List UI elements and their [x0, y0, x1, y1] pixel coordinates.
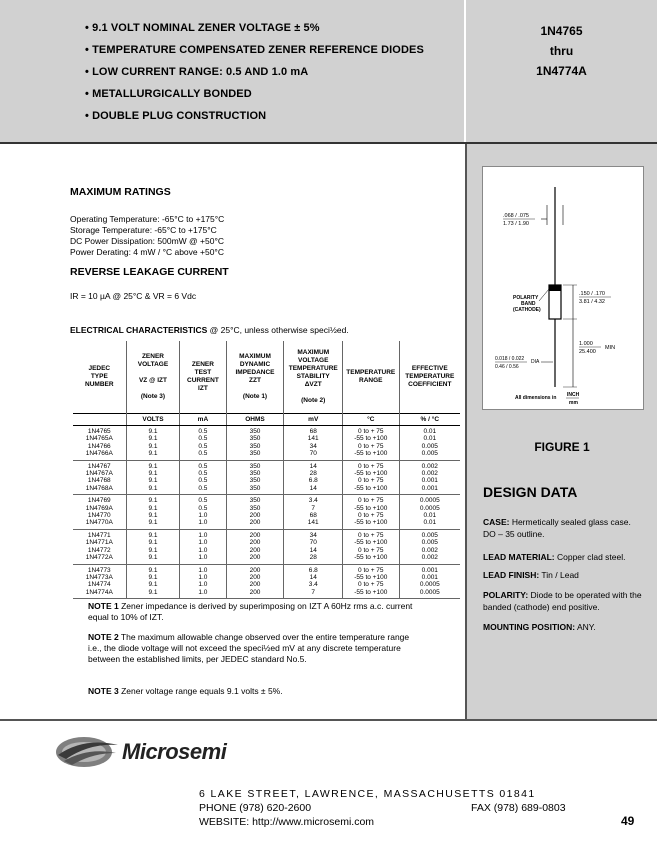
microsemi-logo-icon — [54, 733, 124, 771]
footer-phone: PHONE (978) 620-2600 — [199, 802, 312, 814]
design-item-case: CASE: Hermetically sealed glass case. DO – 35 outline. — [483, 517, 631, 539]
table-cell: 200 200 200 200 — [226, 564, 284, 599]
footer-website[interactable]: WEBSITE: http://www.microsemi.com — [199, 816, 375, 828]
table-row-group — [73, 495, 460, 530]
table-cell: 3.4 7 68 141 — [284, 495, 343, 530]
unit-mm: mm — [569, 400, 578, 406]
electrical-characteristics-heading: ELECTRICAL CHARACTERISTICS @ 25°C, unless otherwise speci½ed. — [70, 325, 349, 335]
note-3: NOTE 3 Zener voltage range equals 9.1 volts ± 5%. — [88, 686, 283, 696]
table-cell: 1.0 1.0 1.0 1.0 — [180, 529, 226, 564]
dim-wire-dia: 0.018 / 0.022 — [495, 356, 525, 362]
column-divider — [465, 144, 467, 719]
table-row-group — [73, 564, 460, 599]
col-zener-current: ZENER TEST CURRENT IZT — [180, 341, 226, 414]
col-stability: MAXIMUM VOLTAGE TEMPERATURE STABILITY ΔVZT (Note 2) — [284, 341, 343, 414]
dim-lead-dia: .068 / .075 — [503, 213, 529, 219]
label-polarity: POLARITY — [513, 295, 539, 301]
dim-wire-dia-mm: 0.46 / 0.56 — [495, 364, 519, 370]
reverse-leakage-title: REVERSE LEAKAGE CURRENT — [70, 266, 229, 278]
page-number: 49 — [621, 814, 635, 828]
dim-lead-len: 1.000 — [579, 341, 593, 347]
table-cell: 1N4771 1N4771A 1N4772 1N4772A — [73, 529, 126, 564]
reverse-leakage-text: IR = 10 µA @ 25°C & VR = 6 Vdc — [70, 291, 197, 301]
electrical-characteristics-table — [73, 341, 460, 599]
design-item-lead-finish: LEAD FINISH: Tin / Lead — [483, 570, 579, 580]
table-cell: 0.005 0.005 0.002 0.002 — [399, 529, 460, 564]
note-1: NOTE 1 Zener impedance is derived by superimposing on IZT A 60Hz rms a.c. current equal to 10% of IZT. — [88, 601, 413, 622]
table-cell: 1.0 1.0 1.0 1.0 — [180, 564, 226, 599]
table-cell: 9.1 9.1 9.1 9.1 — [126, 529, 180, 564]
table-cell: 0.5 0.5 0.5 0.5 — [180, 426, 226, 461]
feature-line: • METALLURGICALLY BONDED — [85, 88, 252, 100]
table-cell: 68 141 34 70 — [284, 426, 343, 461]
design-data-title: DESIGN DATA — [483, 484, 578, 500]
footer-rule — [0, 719, 657, 721]
label-cathode: (CATHODE) — [513, 307, 541, 313]
table-cell: 6.8 14 3.4 7 — [284, 564, 343, 599]
part-number-thru: thru — [549, 44, 574, 58]
max-ratings-title: MAXIMUM RATINGS — [70, 186, 171, 198]
table-cell: 9.1 9.1 9.1 9.1 — [126, 495, 180, 530]
table-cell: 0.0005 0.0005 0.01 0.01 — [399, 495, 460, 530]
table-cell: 0 to + 75 -55 to +100 0 to + 75 -55 to +100 — [342, 460, 399, 495]
rating-line: Operating Temperature: -65°C to +175°C — [70, 214, 225, 224]
table-cell: 14 28 6.8 14 — [284, 460, 343, 495]
table-cell: 0.01 0.01 0.005 0.005 — [399, 426, 460, 461]
table-cell: 350 350 350 350 — [226, 460, 284, 495]
unit-inch: INCH — [567, 392, 580, 398]
microsemi-brand: Microsemi — [122, 739, 227, 764]
design-item-lead-material: LEAD MATERIAL: Copper clad steel. — [483, 552, 626, 562]
col-temp-range: TEMPERATURE RANGE — [342, 341, 399, 414]
dim-dia: DIA — [531, 359, 540, 365]
table-cell: 0.002 0.002 0.001 0.001 — [399, 460, 460, 495]
col-coefficient: EFFECTIVE TEMPERATURE COEFFICIENT — [399, 341, 460, 414]
table-cell: 9.1 9.1 9.1 9.1 — [126, 460, 180, 495]
note-2: NOTE 2 The maximum allowable change observed over the entire temperature range i.e., the diode voltage will not exceed the speci½ed mV at any discrete temperature between the established limits, per JEDEC standard No.5. — [88, 632, 410, 664]
dim-lead-len-mm: 25.400 — [579, 349, 596, 355]
feature-line: • 9.1 VOLT NOMINAL ZENER VOLTAGE ± 5% — [85, 22, 320, 34]
dim-body-len: .150 / .170 — [579, 291, 605, 297]
table-cell: 34 70 14 28 — [284, 529, 343, 564]
table-cell: 1N4769 1N4769A 1N4770 1N4770A — [73, 495, 126, 530]
dim-body-len-mm: 3.81 / 4.32 — [579, 299, 605, 305]
part-number-to: 1N4774A — [536, 64, 587, 78]
table-cell: 0.5 0.5 1.0 1.0 — [180, 495, 226, 530]
units-row: VOLTS mA OHMS mV °C % / °C — [73, 414, 460, 426]
label-band: BAND — [521, 301, 536, 307]
table-cell: 0 to + 75 -55 to +100 0 to + 75 -55 to +100 — [342, 529, 399, 564]
rating-line: Power Derating: 4 mW / °C above +50°C — [70, 247, 224, 257]
table-cell: 0.5 0.5 0.5 0.5 — [180, 460, 226, 495]
design-item-polarity: POLARITY: Diode to be operated with the banded (cathode) end positive. — [483, 590, 642, 612]
table-row-group — [73, 460, 460, 495]
dim-lead-dia-mm: 1.73 / 1.90 — [503, 221, 529, 227]
col-impedance: MAXIMUM DYNAMIC IMPEDANCE ZZT (Note 1) — [226, 341, 284, 414]
part-number-from: 1N4765 — [540, 24, 583, 38]
col-jedec: JEDEC TYPE NUMBER — [85, 365, 114, 388]
col-zener-voltage: ZENER VOLTAGE VZ @ IZT (Note 3) — [126, 341, 180, 414]
footer-address: 6 LAKE STREET, LAWRENCE, MASSACHUSETTS 01841 — [199, 788, 536, 800]
table-cell: 350 350 350 350 — [226, 426, 284, 461]
table-cell: 0.001 0.001 0.0005 0.0005 — [399, 564, 460, 599]
table-cell: 9.1 9.1 9.1 9.1 — [126, 426, 180, 461]
design-item-mounting: MOUNTING POSITION: ANY. — [483, 622, 596, 632]
table-cell: 1N4773 1N4773A 1N4774 1N4774A — [73, 564, 126, 599]
rating-line: Storage Temperature: -65°C to +175°C — [70, 225, 217, 235]
diode-drawing — [483, 167, 643, 409]
feature-line: • TEMPERATURE COMPENSATED ZENER REFERENCE DIODES — [85, 44, 424, 56]
table-cell: 0 to + 75 -55 to +100 0 to + 75 -55 to +100 — [342, 495, 399, 530]
table-cell: 9.1 9.1 9.1 9.1 — [126, 564, 180, 599]
max-ratings-list — [70, 214, 224, 258]
table-cell: 0 to + 75 -55 to +100 0 to + 75 -55 to +100 — [342, 426, 399, 461]
feature-line: • DOUBLE PLUG CONSTRUCTION — [85, 110, 267, 122]
rating-line: DC Power Dissipation: 500mW @ +50°C — [70, 236, 224, 246]
package-outline-figure — [482, 166, 644, 410]
table-row-group — [73, 426, 460, 461]
feature-line: • LOW CURRENT RANGE: 0.5 AND 1.0 mA — [85, 66, 309, 78]
table-cell: 1N4765 1N4765A 1N4766 1N4766A — [73, 426, 126, 461]
dim-min: MIN — [605, 345, 616, 351]
figure-caption: FIGURE 1 — [534, 440, 590, 454]
footer-fax: FAX (978) 689-0803 — [471, 802, 566, 814]
table-cell: 350 350 200 200 — [226, 495, 284, 530]
table-row-group — [73, 529, 460, 564]
all-dims-label: All dimensions in — [515, 395, 557, 401]
table-cell: 0 to + 75 -55 to +100 0 to + 75 -55 to +100 — [342, 564, 399, 599]
table-cell: 200 200 200 200 — [226, 529, 284, 564]
table-cell: 1N4767 1N4767A 1N4768 1N4768A — [73, 460, 126, 495]
